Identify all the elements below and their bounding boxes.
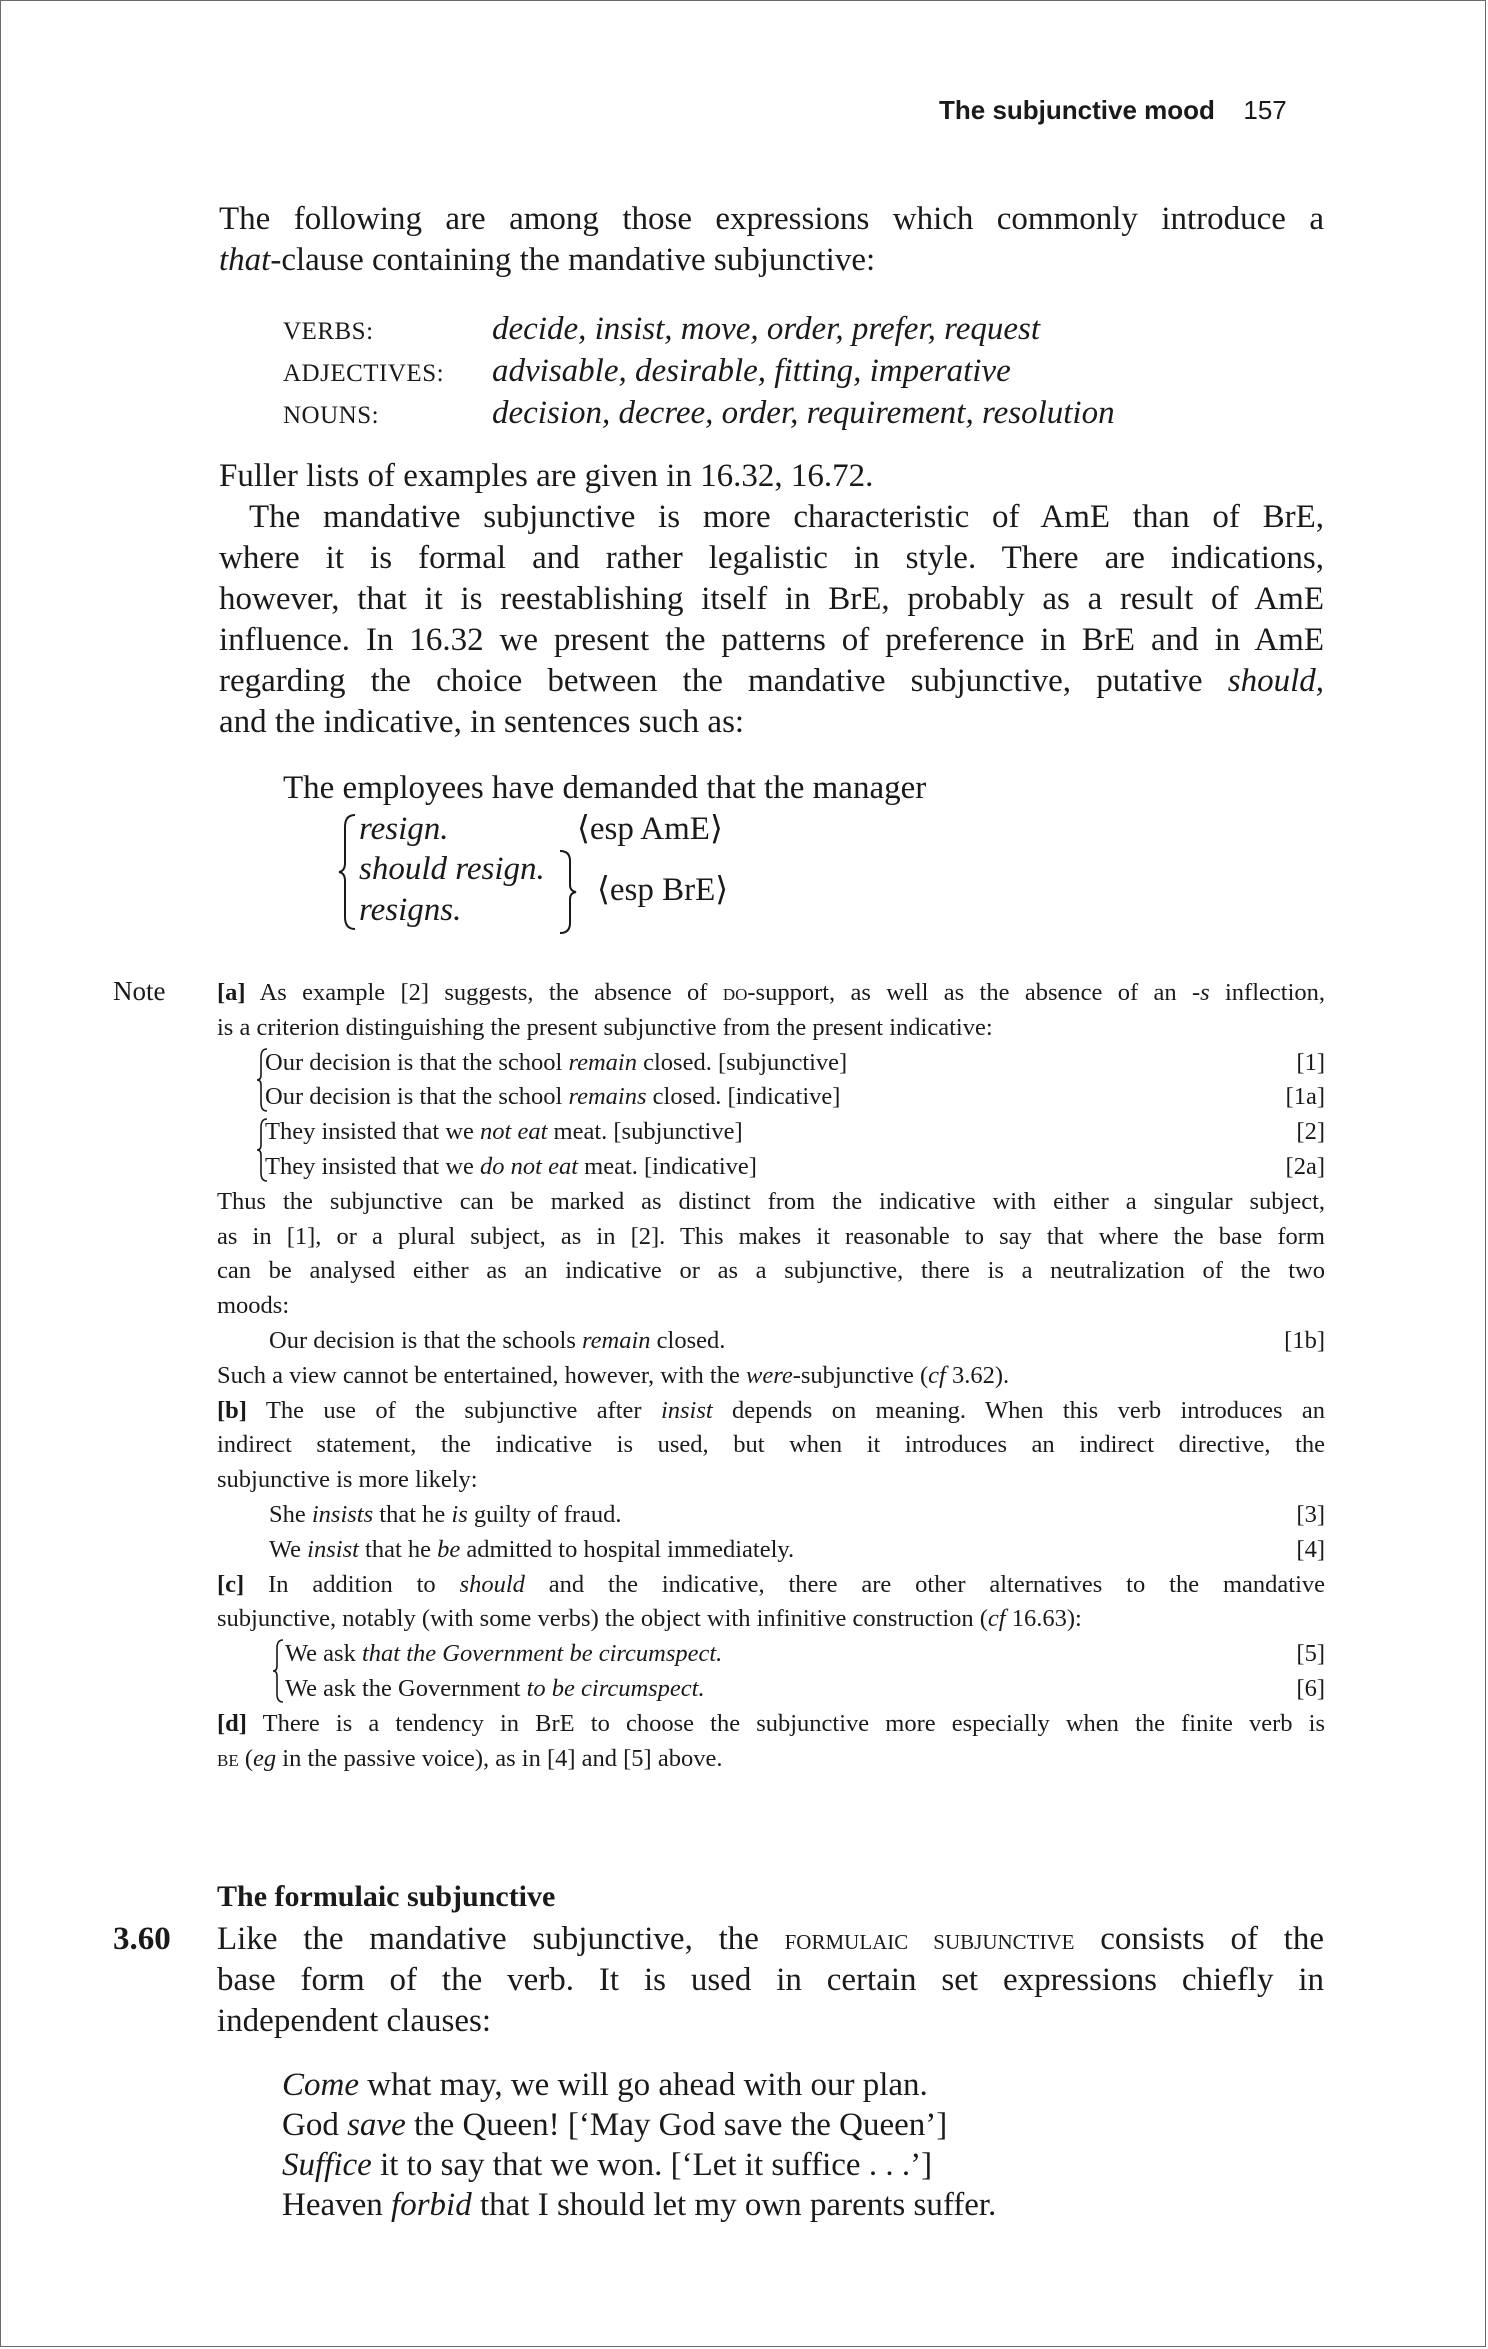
formulaic-line: Like the mandative subjunctive, the formulaic subjunctive consists of the [217,1921,1324,1957]
example-1a: Our decision is that the school remains closed. [indicative] [1a] [265,1083,1325,1111]
note-brace-3 [271,1638,285,1704]
note-brace-1 [255,1047,269,1113]
formulaic-examples [282,2065,996,2225]
para-line: influence. In 16.32 we present the patterns of preference in BrE and in AmE [219,622,1324,658]
para-line: however, that it is reestablishing itself in BrE, probably as a result of AmE [219,581,1324,617]
intro-paragraph [219,199,1324,281]
para-line: and the indicative, in sentences such as: [219,704,745,740]
section-heading: The formulaic subjunctive [217,1880,556,1913]
example-1b: Our decision is that the schools remain closed. [1b] [269,1326,1325,1354]
category-row-adjectives: ADJECTIVES: advisable, desirable, fitting, imperative [283,353,1011,389]
note-body [217,976,1325,1776]
note-b-line: indirect statement, the indicative is used, but when it introduces an indirect directive, the [217,1431,1325,1459]
category-row-nouns: NOUNS: decision, decree, order, requirement, resolution [283,395,1115,431]
para-line: where it is formal and rather legalistic in style. There are indications, [219,540,1324,576]
left-brace [337,813,357,931]
note-a-line: Such a view cannot be entertained, however, with the were-subjunctive (cf 3.62). [217,1361,1010,1389]
example-3: She insists that he is guilty of fraud. [3] [269,1500,1325,1528]
formulaic-example: Suffice it to say that we won. [‘Let it suffice . . .’] [282,2147,933,2183]
option-resigns: resigns. [359,892,462,928]
intro-line: The following are among those expressions which commonly introduce a [219,201,1324,237]
formulaic-example: Come what may, we will go ahead with our plan. [282,2067,928,2103]
note-a-line: can be analysed either as an indicative or as a subjunctive, there is a neutralization of the two [217,1257,1325,1285]
note-d-line: [d] There is a tendency in BrE to choose the subjunctive more especially when the finite verb is [217,1709,1325,1737]
section-number: 3.60 [113,1921,171,1957]
note-b-line: [b] The use of the subjunctive after insist depends on meaning. When this verb introduces an [217,1396,1326,1424]
employees-main: The employees have demanded that the manager [283,770,927,806]
example-2a: They insisted that we do not eat meat. [indicative] [2a] [265,1152,1325,1180]
note-a-line: Thus the subjunctive can be marked as distinct from the indicative with either a singular subject, [217,1187,1325,1215]
option-should-resign: should resign. [359,851,545,887]
formulaic-example: God save the Queen! [‘May God save the Queen’] [282,2107,948,2143]
note-c-line: [c] In addition to should and the indicative, there are other alternatives to the mandative [217,1570,1325,1598]
note-a-line: is a criterion distinguishing the present subjunctive from the present indicative: [217,1013,993,1041]
main-paragraph [219,456,1324,743]
para-line: regarding the choice between the mandative subjunctive, putative should, [219,663,1324,699]
note-label: Note [113,976,166,1006]
formulaic-line: base form of the verb. It is used in certain set expressions chiefly in [217,1962,1324,1998]
fuller-lists: Fuller lists of examples are given in 16.32, 16.72. [219,458,874,494]
category-row-verbs: VERBS: decide, insist, move, order, prefer, request [283,311,1041,347]
option-resign: resign. [359,811,449,847]
example-1: Our decision is that the school remain closed. [subjunctive] [1] [265,1048,1325,1076]
running-header [939,95,1287,126]
note-brace-2 [255,1117,269,1183]
para-line: The mandative subjunctive is more characteristic of AmE than of BrE, [249,499,1324,535]
example-2: They insisted that we not eat meat. [subjunctive] [2] [265,1118,1325,1146]
note-a-line: [a] As example [2] suggests, the absence of do-support, as well as the absence of an -s inflection, [217,979,1326,1006]
formulaic-example: Heaven forbid that I should let my own parents suffer. [282,2187,997,2223]
example-6: We ask the Government to be circumspect. [6] [285,1674,1325,1702]
note-a-line: moods: [217,1292,290,1320]
tag-bre: ⟨esp BrE⟩ [597,872,729,908]
employees-example [283,768,926,809]
note-c-line: subjunctive, notably (with some verbs) the object with infinitive construction (cf 16.63): [217,1605,1082,1633]
page-number: 157 [1243,95,1287,125]
header-title: The subjunctive mood [939,95,1215,125]
category-list [283,308,1115,434]
formulaic-line: independent clauses: [217,2003,491,2039]
right-brace [558,849,578,935]
example-5: We ask that the Government be circumspect. [5] [285,1640,1325,1668]
example-4: We insist that he be admitted to hospital immediately. [4] [269,1535,1325,1563]
formulaic-paragraph [217,1919,1324,2042]
note-d-line: be (eg in the passive voice), as in [4] and [5] above. [217,1744,723,1772]
intro-line: that-clause containing the mandative subjunctive: [219,242,876,278]
tag-ame: ⟨esp AmE⟩ [577,811,723,847]
note-b-line: subjunctive is more likely: [217,1466,478,1494]
note-a-line: as in [1], or a plural subject, as in [2]. This makes it reasonable to say that where the base form [217,1222,1325,1250]
